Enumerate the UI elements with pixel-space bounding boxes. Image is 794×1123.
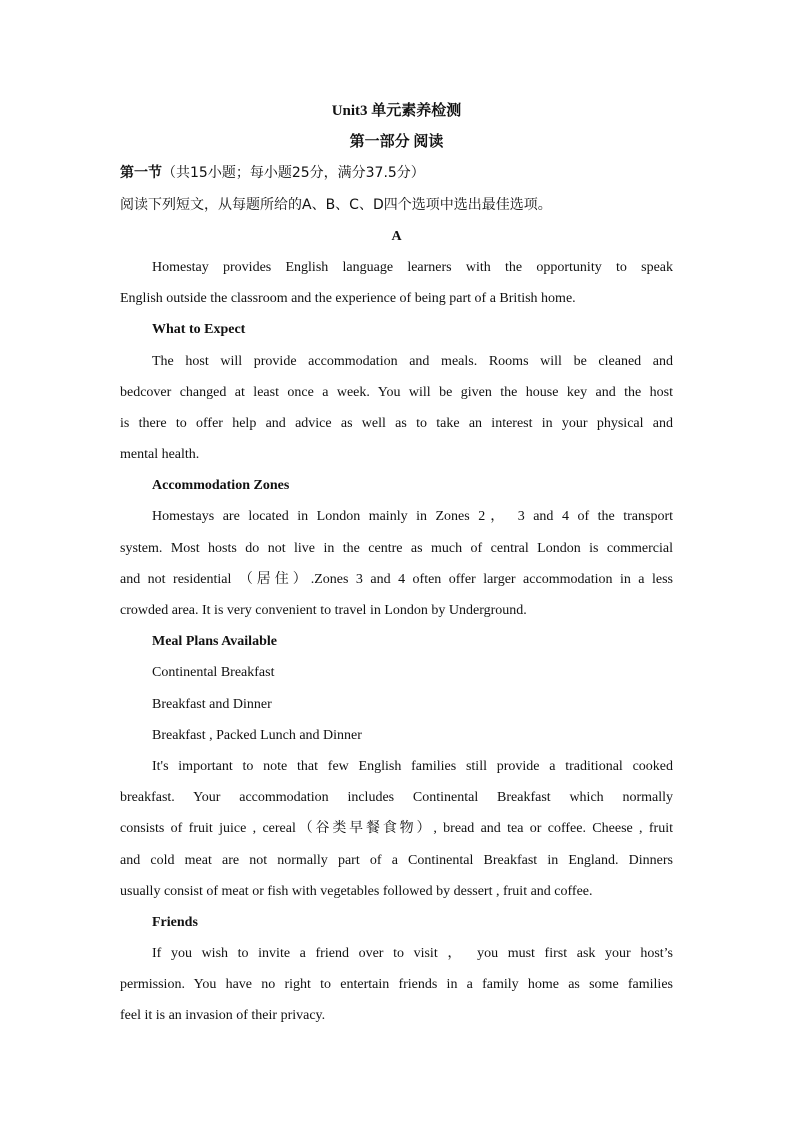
meals-line: and cold meat are not normally part of a Continental Breakfast in England. Dinners bbox=[120, 852, 673, 868]
friends-line: If you wish to invite a friend over to visit ， you must first ask your host’s bbox=[152, 946, 673, 962]
friends-line: feel it is an invasion of their privacy. bbox=[120, 1008, 326, 1024]
meal-plan-item: Breakfast , Packed Lunch and Dinner bbox=[152, 727, 362, 743]
expect-line: mental health. bbox=[120, 447, 200, 463]
expect-line: The host will provide accommodation and meals. Rooms will be cleaned and bbox=[152, 353, 673, 369]
intro-line: Homestay provides English language learners with the opportunity to speak bbox=[152, 259, 673, 275]
zones-line: and not residential （居住）.Zones 3 and 4 often offer larger accommodation in a less bbox=[120, 571, 673, 587]
expect-line: bedcover changed at least once a week. You will be given the house key and the host bbox=[120, 384, 673, 400]
heading-accommodation-zones: Accommodation Zones bbox=[152, 478, 290, 494]
meals-line: usually consist of meat or fish with vegetables followed by dessert , fruit and coffee. bbox=[120, 883, 593, 899]
heading-what-to-expect: What to Expect bbox=[152, 322, 246, 338]
meal-plan-item: Breakfast and Dinner bbox=[152, 696, 272, 712]
meals-line: breakfast. Your accommodation includes Continental Breakfast which normally bbox=[120, 790, 673, 806]
section-name: 第一节 bbox=[120, 165, 162, 182]
passage-letter: A bbox=[391, 228, 402, 244]
zones-line: Homestays are located in London mainly in Zones 2， 3 and 4 of the transport bbox=[152, 509, 673, 525]
section-heading bbox=[120, 158, 673, 189]
section-instruction: 阅读下列短文，从每题所给的A、B、C、D四个选项中选出最佳选项。 bbox=[120, 196, 552, 213]
zones-line: system. Most hosts do not live in the centre as much of central London is commercial bbox=[120, 540, 673, 556]
meal-plan-item: Continental Breakfast bbox=[152, 665, 275, 681]
friends-line: permission. You have no right to entertain friends in a family home as some families bbox=[120, 977, 673, 993]
document-page bbox=[120, 96, 673, 1032]
meals-line: It's important to note that few English families still provide a traditional cooked bbox=[152, 758, 673, 774]
meals-line: consists of fruit juice , cereal（谷类早餐食物）, bread and tea or coffee. Cheese , fruit bbox=[120, 821, 673, 837]
heading-meal-plans: Meal Plans Available bbox=[152, 634, 277, 650]
intro-line: English outside the classroom and the experience of being part of a British home. bbox=[120, 291, 576, 307]
part-heading: 第一部分 阅读 bbox=[349, 134, 444, 151]
zones-line: crowded area. It is very convenient to travel in London by Underground. bbox=[120, 603, 527, 618]
expect-line: is there to offer help and advice as well as to take an interest in your physical and bbox=[120, 415, 673, 431]
unit-title: Unit3 单元素养检测 bbox=[331, 103, 462, 119]
heading-friends: Friends bbox=[152, 914, 198, 930]
section-note: （共15小题；每小题25分，满分37.5分） bbox=[162, 165, 425, 182]
